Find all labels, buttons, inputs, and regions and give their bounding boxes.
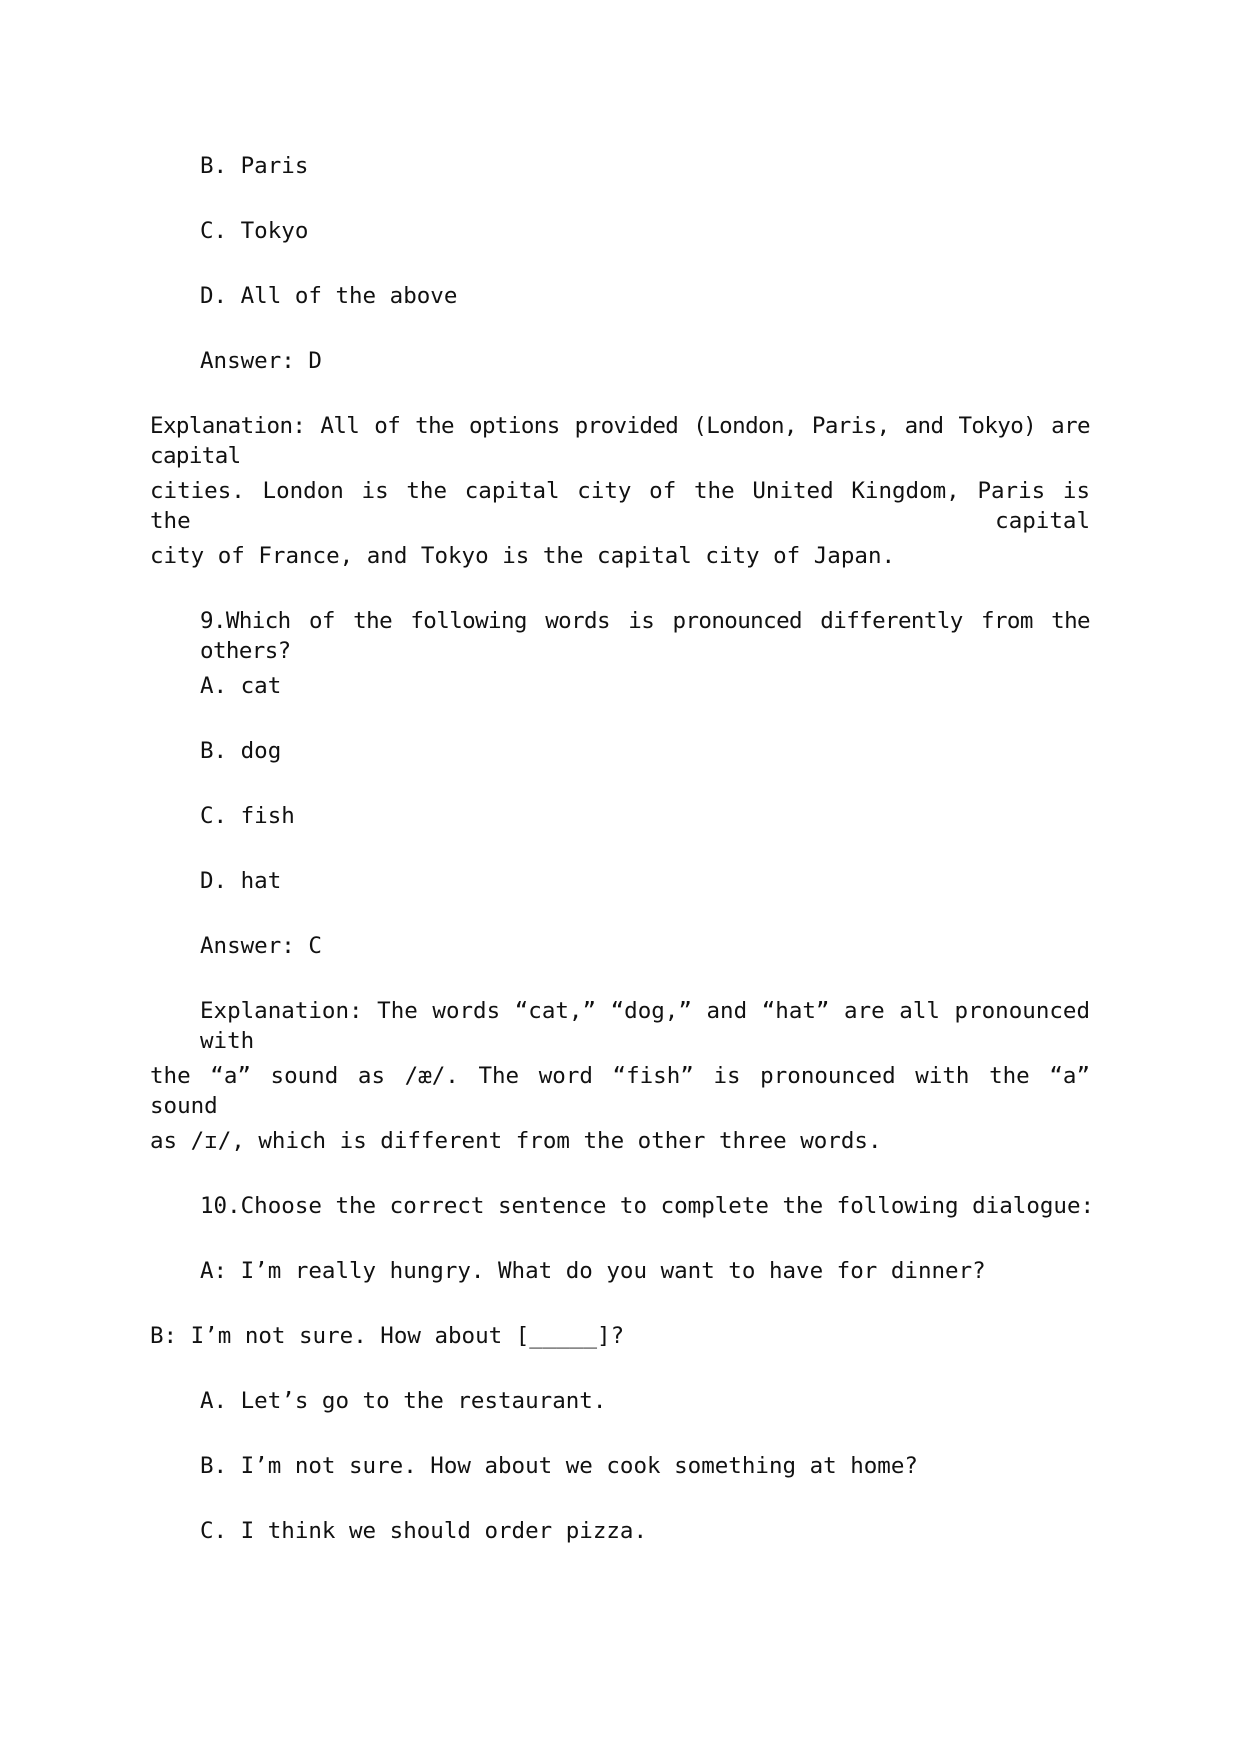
option-b-dog: B. dog	[200, 738, 282, 764]
dialogue-line-a: A: I’m really hungry. What do you want to have for dinner?	[200, 1258, 986, 1284]
option-d-hat: D. hat	[200, 868, 282, 894]
option-c-fish: C. fish	[200, 803, 295, 829]
explanation-q9-line3: as /ɪ/, which is different from the other three words.	[150, 1128, 882, 1154]
explanation-q9-line1: Explanation: The words “cat,” “dog,” and “hat” are all pronounced with	[200, 998, 1090, 1054]
option-c-order-pizza: C. I think we should order pizza.	[200, 1518, 648, 1544]
dialogue-line-b: B: I’m not sure. How about [_____]?	[150, 1323, 625, 1349]
answer-q9: Answer: C	[200, 933, 322, 959]
option-b-paris: B. Paris	[200, 153, 309, 179]
question-10: 10.Choose the correct sentence to complete the following dialogue:	[200, 1193, 1095, 1219]
explanation-q8-line2: cities. London is the capital city of the United Kingdom, Paris is the capital	[150, 478, 1090, 534]
option-a-cat: A. cat	[200, 673, 282, 699]
explanation-q8-line3: city of France, and Tokyo is the capital city of Japan.	[150, 543, 896, 569]
option-a-restaurant: A. Let’s go to the restaurant.	[200, 1388, 607, 1414]
option-b-cook-home: B. I’m not sure. How about we cook something at home?	[200, 1453, 918, 1479]
explanation-q8-line1: Explanation: All of the options provided (London, Paris, and Tokyo) are capital	[150, 413, 1090, 469]
question-9: 9.Which of the following words is pronounced differently from the others?	[200, 608, 1090, 664]
option-d-all-above: D. All of the above	[200, 283, 458, 309]
explanation-q9-line2: the “a” sound as /æ/. The word “fish” is pronounced with the “a” sound	[150, 1063, 1090, 1119]
option-c-tokyo: C. Tokyo	[200, 218, 309, 244]
answer-q8: Answer: D	[200, 348, 322, 374]
